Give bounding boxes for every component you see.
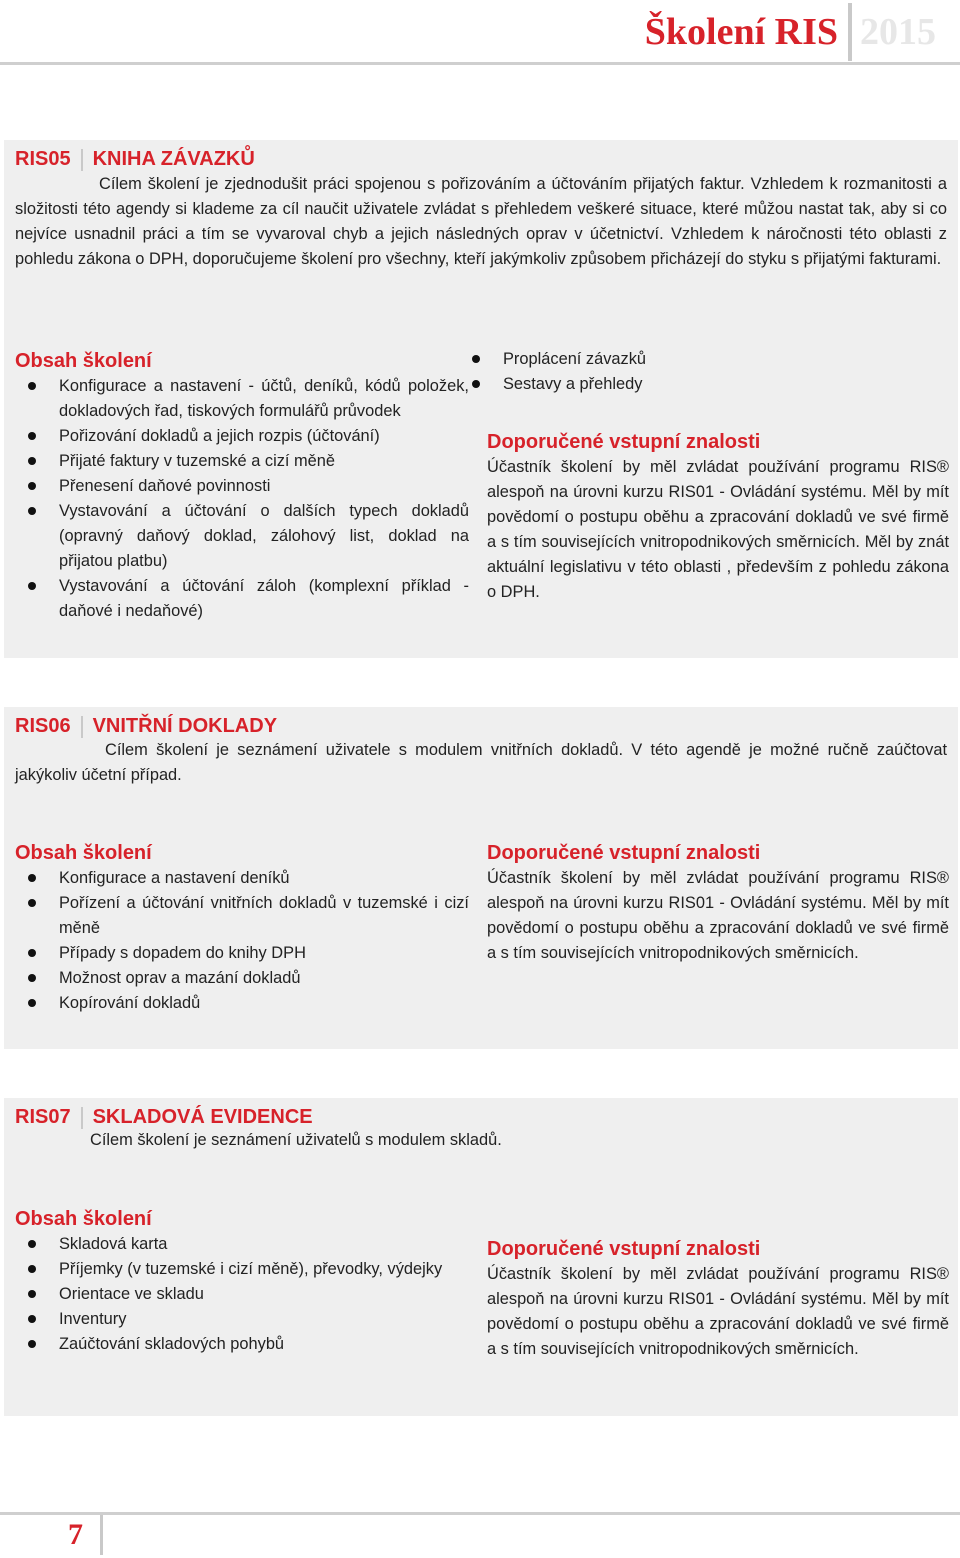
bullet-icon — [28, 582, 36, 590]
bullet-icon — [28, 507, 36, 515]
bullet-icon — [28, 974, 36, 982]
list-item: Proplácení závazků — [459, 347, 949, 372]
list-item: Inventury — [15, 1307, 469, 1332]
course-code: RIS05 — [15, 148, 71, 170]
bullet-icon — [472, 380, 480, 388]
contents-title: Obsah školení — [15, 1208, 152, 1230]
list-item: Vystavování a účtování záloh (komplexní příklad - daňové i nedaňové) — [15, 574, 469, 624]
course-name: SKLADOVÁ EVIDENCE — [92, 1106, 313, 1128]
contents-title: Obsah školení — [15, 842, 152, 864]
course-section-ris06 — [4, 707, 958, 1049]
course-section-ris05 — [4, 140, 958, 658]
contents-column — [15, 1206, 469, 1357]
course-intro: Cílem školení je seznámení uživatelů s modulem skladů. — [90, 1131, 502, 1149]
heading-divider — [81, 716, 83, 738]
contents-list — [15, 374, 469, 624]
list-item: Pořízení a účtování vnitřních dokladů v tuzemské i cizí měně — [15, 891, 469, 941]
list-item: Případy s dopadem do knihy DPH — [15, 941, 469, 966]
section-heading — [15, 715, 277, 738]
course-name: VNITŘNÍ DOKLADY — [92, 715, 278, 737]
list-item: Přijaté faktury v tuzemské a cizí měně — [15, 449, 469, 474]
course-intro: Cílem školení je zjednodušit práci spojenou s pořizováním a účtováním přijatých faktur. Vzhledem k rozmanitosti a složitosti této agendy si klademe za cíl naučit uživatele zvládat s přehledem veškeré situace, které můžou nastat tak, aby si co nejvíce usnadnil práci a tím se vyvaroval chyb a jejich následných oprav v účetnictví. Vzhledem k náročnosti této oblasti z pohledu zákona o DPH, doporučujeme školení pro všechny, kteří jakýmkoliv způsobem přicházejí do styku s přijatými fakturami. — [15, 175, 947, 268]
list-item: Vystavování a účtování o dalších typech dokladů (opravný daňový doklad, zálohový list, doklad na přijatou platbu) — [15, 499, 469, 574]
bullet-icon — [28, 1315, 36, 1323]
knowledge-column — [487, 840, 949, 966]
bullet-icon — [28, 949, 36, 957]
course-name: KNIHA ZÁVAZKŮ — [92, 148, 255, 170]
bullet-icon — [28, 482, 36, 490]
bullet-icon — [28, 899, 36, 907]
knowledge-text: Účastník školení by měl zvládat používání programu RIS® alespoň na úrovni kurzu RIS01 - Ovládání systému. Měl by mít povědomí o postupu oběhu a zpracování dokladů ve své firmě a s tím souvisejících vnitropodnikových směrnicích. — [487, 869, 949, 962]
section-heading — [15, 1106, 313, 1129]
knowledge-title: Doporučené vstupní znalosti — [487, 431, 761, 453]
list-item: Sestavy a přehledy — [459, 372, 949, 397]
bullet-icon — [28, 1290, 36, 1298]
footer-divider — [100, 1515, 103, 1555]
bullet-icon — [28, 382, 36, 390]
course-section-ris07 — [4, 1098, 958, 1416]
bullet-icon — [28, 999, 36, 1007]
header-title: Školení RIS — [644, 11, 838, 53]
heading-divider — [81, 149, 83, 171]
contents-title: Obsah školení — [15, 350, 152, 372]
bullet-icon — [28, 1240, 36, 1248]
contents-list — [15, 1232, 469, 1357]
bullet-icon — [28, 1340, 36, 1348]
course-code: RIS07 — [15, 1106, 71, 1128]
knowledge-column — [487, 347, 949, 605]
bullet-icon — [28, 457, 36, 465]
bullet-icon — [28, 1265, 36, 1273]
bullet-icon — [28, 874, 36, 882]
knowledge-title: Doporučené vstupní znalosti — [487, 1238, 761, 1260]
document-header — [645, 6, 936, 58]
header-divider — [848, 3, 852, 61]
list-item: Skladová karta — [15, 1232, 469, 1257]
header-rule — [0, 62, 960, 65]
knowledge-title: Doporučené vstupní znalosti — [487, 842, 761, 864]
footer-rule — [0, 1512, 960, 1515]
section-heading — [15, 148, 255, 171]
contents-column — [15, 840, 469, 1016]
list-item: Orientace ve skladu — [15, 1282, 469, 1307]
list-item: Pořizování dokladů a jejich rozpis (účtování) — [15, 424, 469, 449]
page-number: 7 — [68, 1518, 83, 1551]
list-item: Kopírování dokladů — [15, 991, 469, 1016]
knowledge-text: Účastník školení by měl zvládat používání programu RIS® alespoň na úrovni kurzu RIS01 - Ovládání systému. Měl by mít povědomí o postupu oběhu a zpracování dokladů ve své firmě a s tím souvisejících vnitropodnikových směrnicích. — [487, 1265, 949, 1358]
knowledge-column — [487, 1236, 949, 1362]
list-item: Přenesení daňové povinnosti — [15, 474, 469, 499]
course-intro: Cílem školení je seznámení uživatele s modulem vnitřních dokladů. V této agendě je možné ručně zaúčtovat jakýkoliv účetní případ. — [15, 741, 947, 784]
list-item: Konfigurace a nastavení deníků — [15, 866, 469, 891]
bullet-icon — [472, 355, 480, 363]
contents-column — [15, 348, 469, 624]
list-item: Konfigurace a nastavení - účtů, deníků, kódů položek, dokladových řad, tiskových formulářů průvodek — [15, 374, 469, 424]
header-year: 2015 — [860, 11, 936, 53]
heading-divider — [81, 1107, 83, 1129]
bullet-icon — [28, 432, 36, 440]
course-code: RIS06 — [15, 715, 71, 737]
list-item: Příjemky (v tuzemské i cizí měně), převodky, výdejky — [15, 1257, 469, 1282]
list-item: Zaúčtování skladových pohybů — [15, 1332, 469, 1357]
contents-list — [15, 866, 469, 1016]
knowledge-text: Účastník školení by měl zvládat používání programu RIS® alespoň na úrovni kurzu RIS01 - Ovládání systému. Měl by mít povědomí o postupu oběhu a zpracování dokladů ve své firmě a s tím souvisejících vnitropodnikových směrnicích. Měl by znát aktuální legislativu v této oblasti , především z pohledu zákona o DPH. — [487, 458, 949, 601]
list-item: Možnost oprav a mazání dokladů — [15, 966, 469, 991]
contents-list-continued — [459, 347, 949, 397]
